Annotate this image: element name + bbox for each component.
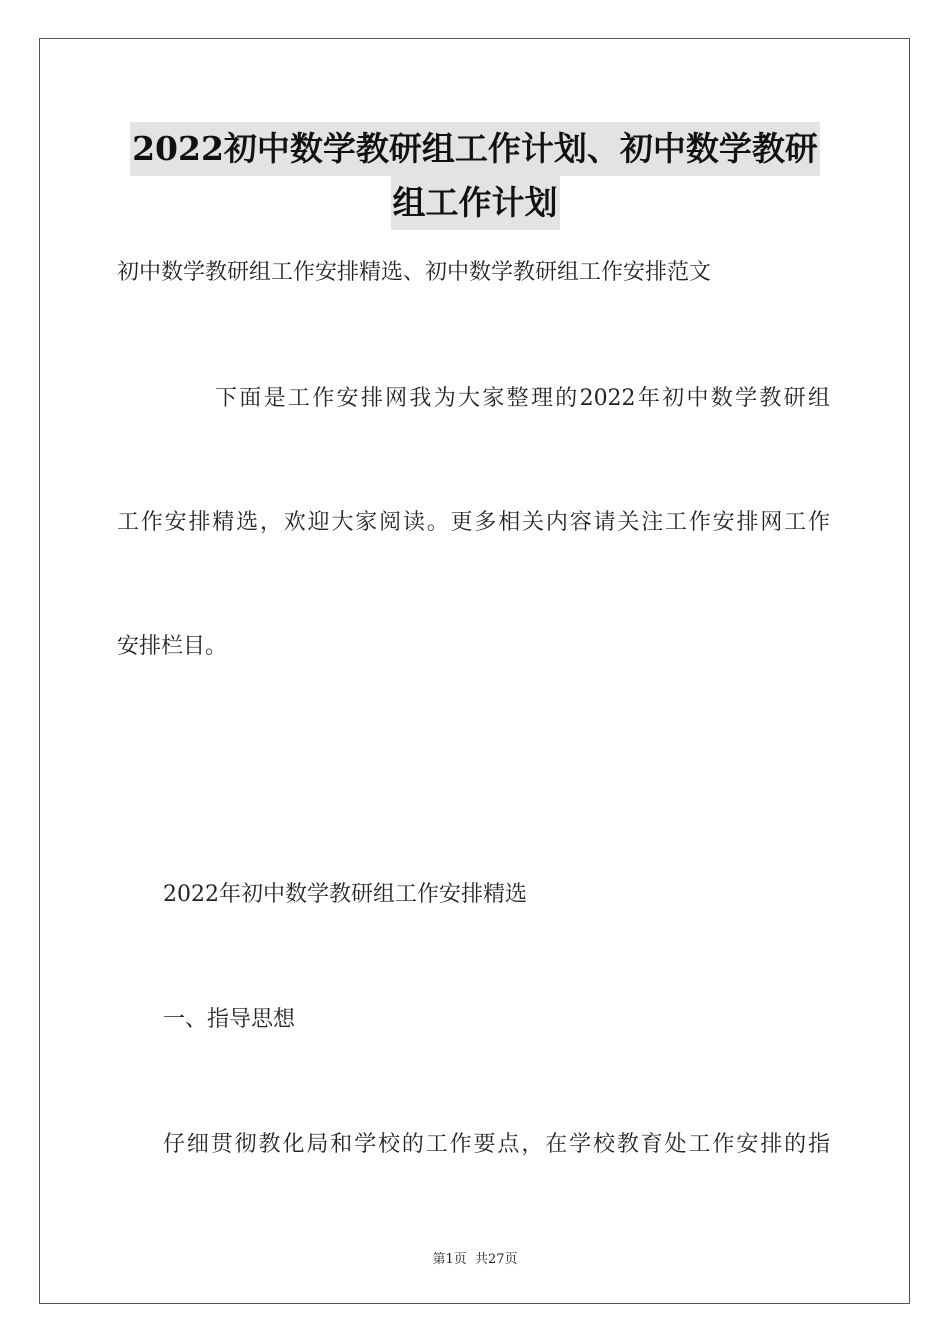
subsection-heading: 一、指导思想	[163, 1007, 296, 1032]
intro-line-2: 工作安排精选，欢迎大家阅读。更多相关内容请关注工作安排网工作	[117, 510, 830, 535]
section-heading: 2022年初中数学教研组工作安排精选	[163, 882, 527, 907]
title-line-1: 2022初中数学教研组工作计划、初中数学教研	[130, 122, 820, 176]
title-line-2: 组工作计划	[391, 176, 560, 230]
intro-line-1: 下面是工作安排网我为大家整理的2022年初中数学教研组	[215, 386, 830, 411]
page-number-footer: 第1页 共27页	[432, 1252, 518, 1267]
paragraph-line-1: 仔细贯彻教化局和学校的工作要点，在学校教育处工作安排的指	[163, 1132, 830, 1157]
subtitle-line: 初中数学教研组工作安排精选、初中数学教研组工作安排范文	[117, 260, 712, 285]
intro-line-3: 安排栏目。	[117, 634, 228, 659]
document-title	[100, 122, 850, 230]
